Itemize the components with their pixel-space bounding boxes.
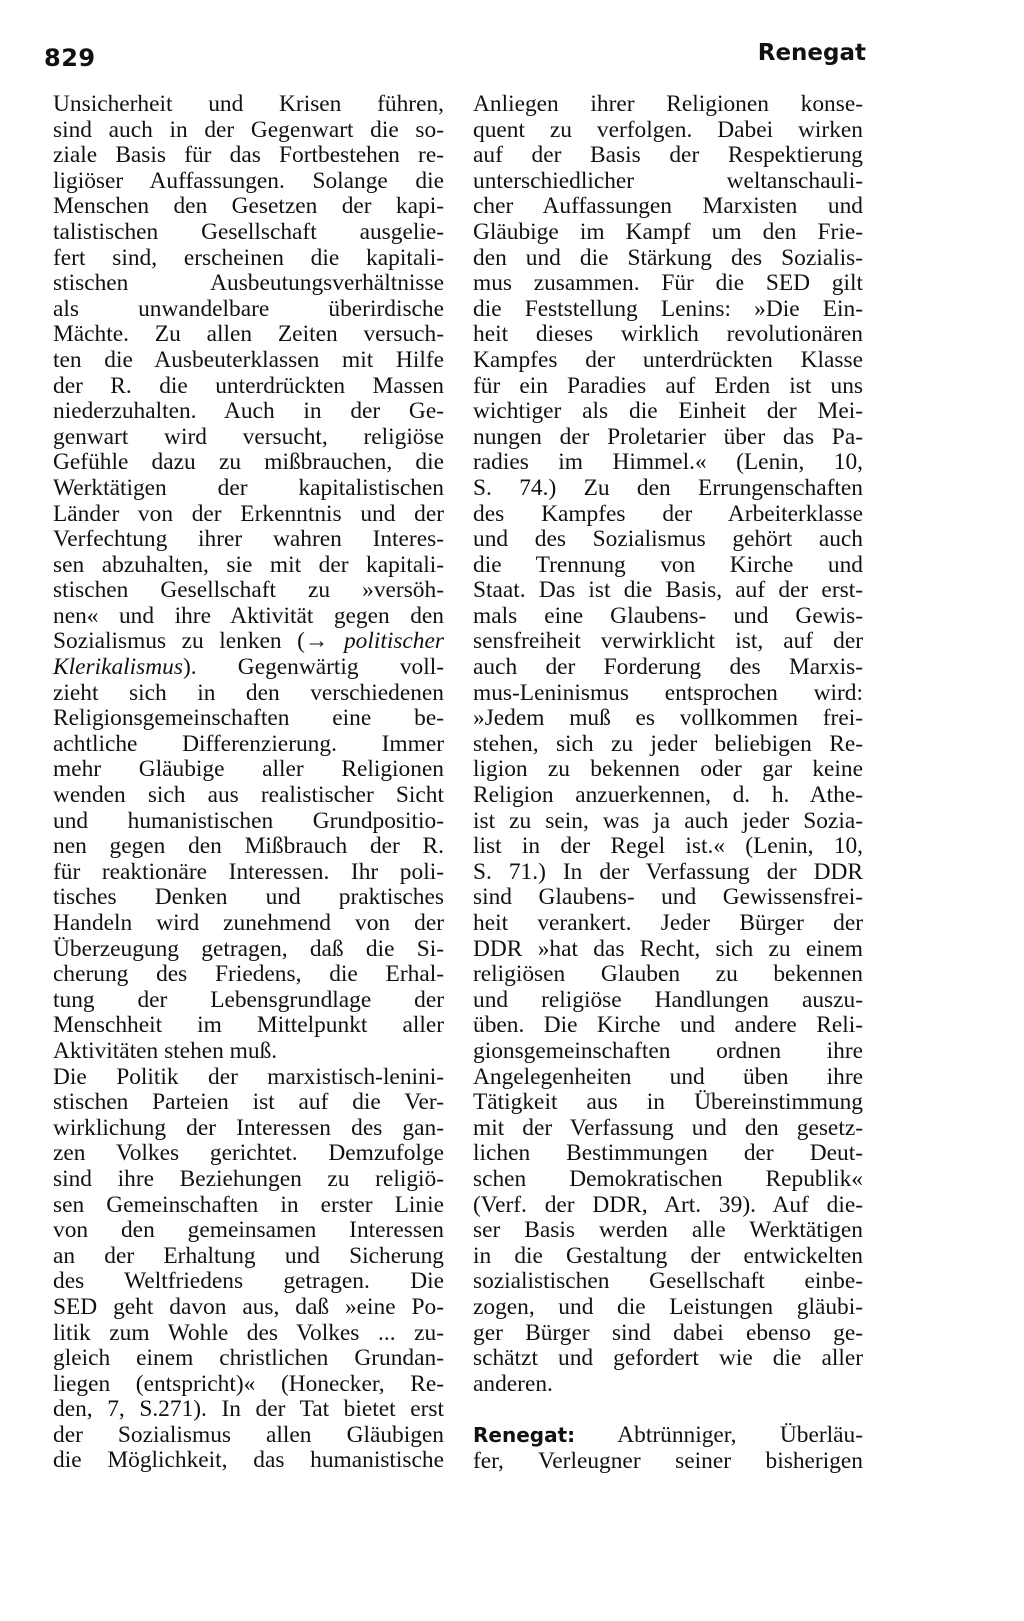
text-line: anderen. [473,1370,553,1397]
text-line: Die Politik der marxistisch-lenini- [53,1063,444,1090]
text-line: mehr Gläubige aller Religionen [53,756,444,783]
text-line: Überzeugung getragen, daß die Si- [53,935,444,962]
text-line: heit verankert. Jeder Bürger der [473,910,863,936]
text-line: sensfreiheit verwirklicht ist, auf der [473,628,863,655]
text-line: cher Auffassungen Marxisten und [473,193,863,220]
text-line: tung der Lebensgrundlage der [53,986,444,1013]
entry-line: fer, Verleugner seiner bisherigen [473,1447,863,1474]
text-line: Länder von der Erkenntnis und der [53,500,444,527]
text-line: gleich einem christlichen Grundan- [53,1345,444,1372]
text-line: Kampfes der unterdrückten Klasse [473,346,863,373]
text-line: litik zum Wohle des Volkes ... zu- [53,1319,444,1346]
text-line: sind auch in der Gegenwart die so- [53,116,444,143]
text-line: talistischen Gesellschaft ausgelie- [53,218,444,245]
text-line: Gefühle dazu zu mißbrauchen, die [53,449,444,476]
text-line: quent zu verfolgen. Dabei wirken [473,116,863,143]
text-line: gionsgemeinschaften ordnen ihre [473,1037,863,1064]
text-line: Menschen den Gesetzen der kapi- [53,193,444,220]
text-line: list in der Regel ist.« (Lenin, 10, [473,833,863,860]
text-line: schen Demokratischen Republik« [473,1165,863,1192]
text-line: nungen der Proletarier über das Pa- [473,423,863,450]
text-line: Aktivitäten stehen muß. [53,1037,278,1064]
text-line: und religiöse Handlungen auszu- [473,986,863,1013]
text-line: wenden sich aus realistischer Sicht [53,782,444,809]
text-line: an der Erhaltung und Sicherung [53,1242,444,1269]
text-line: in die Gestaltung der entwickelten [473,1242,863,1269]
text-line: (Verf. der DDR, Art. 39). Auf die- [473,1191,863,1218]
text-line: nen« und ihre Aktivität gegen den [53,602,444,629]
text-line: als unwandelbare überirdische [53,295,444,322]
text-line: niederzuhalten. Auch in der Ge- [53,398,444,425]
text-line: der R. die unterdrückten Massen [53,372,444,399]
text-line: Mächte. Zu allen Zeiten versuch- [53,321,444,348]
text-line: mus zusammen. Für die SED gilt [473,270,863,297]
entry-gap [473,1397,863,1423]
text-line: heit dieses wirklich revolutionären [473,321,863,348]
text-line: SED geht davon aus, daß »eine Po- [53,1293,444,1320]
running-header: Renegat [757,40,866,66]
text-line: Staat. Das ist die Basis, auf der erst- [473,577,863,604]
text-line: Religionsgemeinschaften eine be- [53,705,444,732]
text-line: Verfechtung ihrer wahren Interes- [53,526,444,553]
text-line: Tätigkeit aus in Übereinstimmung [473,1089,863,1116]
text-line: ten die Ausbeuterklassen mit Hilfe [53,346,444,373]
text-line: des Weltfriedens getragen. Die [53,1268,444,1295]
entry-text: Abtrünniger, Überläu- [617,1422,863,1449]
text-line: sind Glaubens- und Gewissensfrei- [473,884,863,911]
text-line: Anliegen ihrer Religionen konse- [473,91,863,117]
text-line: genwart wird versucht, religiöse [53,423,444,450]
text-line: ist zu sein, was ja auch jeder Sozia- [473,807,863,834]
dictionary-entry [473,1423,863,1474]
entry-first-line [473,1423,863,1449]
text-line: Religion anzuerkennen, d. h. Athe- [473,782,863,809]
text-line: des Kampfes der Arbeiterklasse [473,500,863,527]
text-line: mus-Leninismus entsprochen wird: [473,679,863,706]
text-line: zieht sich in den verschiedenen [53,679,444,706]
text-line: achtliche Differenzierung. Immer [53,730,444,757]
text-line: DDR »hat das Recht, sich zu einem [473,935,863,962]
text-line: sen abzuhalten, sie mit der kapitali- [53,551,444,578]
text-line: unterschiedlicher weltanschauli- [473,167,863,194]
text-line: S. 71.) In der Verfassung der DDR [473,858,863,885]
text-line: mit der Verfassung und den gesetz- [473,1114,863,1141]
text-line: und des Sozialismus gehört auch [473,526,863,553]
text-line: wichtiger als die Einheit der Mei- [473,398,863,425]
text-line: Klerikalismus). Gegenwärtig voll- [53,654,444,681]
text-line: auf der Basis der Respektierung [473,142,863,169]
text-line: stehen, sich zu jeder beliebigen Re- [473,730,863,757]
text-line: ger Bürger sind dabei ebenso ge- [473,1319,863,1346]
text-line: die Trennung von Kirche und [473,551,863,578]
text-line: sozialistischen Gesellschaft einbe- [473,1268,863,1295]
text-line: stischen Gesellschaft zu »versöh- [53,577,444,604]
text-line: schätzt und gefordert wie die aller [473,1345,863,1372]
text-line: ligion zu bekennen oder gar keine [473,756,863,783]
text-line: für ein Paradies auf Erden ist uns [473,372,863,399]
left-column [53,92,444,1474]
text-line: ziale Basis für das Fortbestehen re- [53,142,444,169]
text-line: Menschheit im Mittelpunkt aller [53,1012,444,1039]
text-line: auch der Forderung des Marxis- [473,654,863,681]
text-line: stischen Ausbeutungsverhältnisse [53,270,444,297]
text-line: üben. Die Kirche und andere Reli- [473,1012,863,1039]
text-line: Werktätigen der kapitalistischen [53,474,444,501]
text-line: den und die Stärkung des Sozialis- [473,244,863,271]
text-line: und humanistischen Grundpositio- [53,807,444,834]
text-line: sind ihre Beziehungen zu religiö- [53,1165,444,1192]
text-line: der Sozialismus allen Gläubigen [53,1421,444,1448]
text-line: den, 7, S.271). In der Tat bietet erst [53,1396,444,1423]
right-column-body [473,92,863,1397]
text-line: Gläubige im Kampf um den Frie- [473,218,863,245]
text-line: zen Volkes gerichtet. Demzufolge [53,1140,444,1167]
text-line: Sozialismus zu lenken (→ politischer [53,628,444,655]
text-line: radies im Himmel.« (Lenin, 10, [473,449,863,476]
text-line: liegen (entspricht)« (Honecker, Re- [53,1370,444,1397]
page-number: 829 [44,44,96,72]
text-line: fert sind, erscheinen die kapitali- [53,244,444,271]
text-line: zogen, und die Leistungen gläubi- [473,1293,863,1320]
text-line: sen Gemeinschaften in erster Linie [53,1191,444,1218]
right-column [473,92,863,1474]
text-line: die Möglichkeit, das humanistische [53,1447,444,1474]
text-line: S. 74.) Zu den Errungenschaften [473,474,863,501]
text-line: stischen Parteien ist auf die Ver- [53,1089,444,1116]
text-line: »Jedem muß es vollkommen frei- [473,705,863,732]
text-line: Unsicherheit und Krisen führen, [53,91,444,117]
text-line: die Feststellung Lenins: »Die Ein- [473,295,863,322]
text-line: tisches Denken und praktisches [53,884,444,911]
text-line: für reaktionäre Interessen. Ihr poli- [53,858,444,885]
text-line: mals eine Glaubens- und Gewis- [473,602,863,629]
text-line: von den gemeinsamen Interessen [53,1217,444,1244]
text-line: cherung des Friedens, die Erhal- [53,961,444,988]
entry-term: Renegat: [473,1423,576,1448]
text-line: religiösen Glauben zu bekennen [473,961,863,988]
text-line: Handeln wird zunehmend von der [53,910,444,936]
text-line: nen gegen den Mißbrauch der R. [53,833,444,860]
text-line: Angelegenheiten und üben ihre [473,1063,863,1090]
text-line: ligiöser Auffassungen. Solange die [53,167,444,194]
text-line: lichen Bestimmungen der Deut- [473,1140,863,1167]
text-line: wirklichung der Interessen des gan- [53,1114,444,1141]
text-line: ser Basis werden alle Werktätigen [473,1217,863,1244]
